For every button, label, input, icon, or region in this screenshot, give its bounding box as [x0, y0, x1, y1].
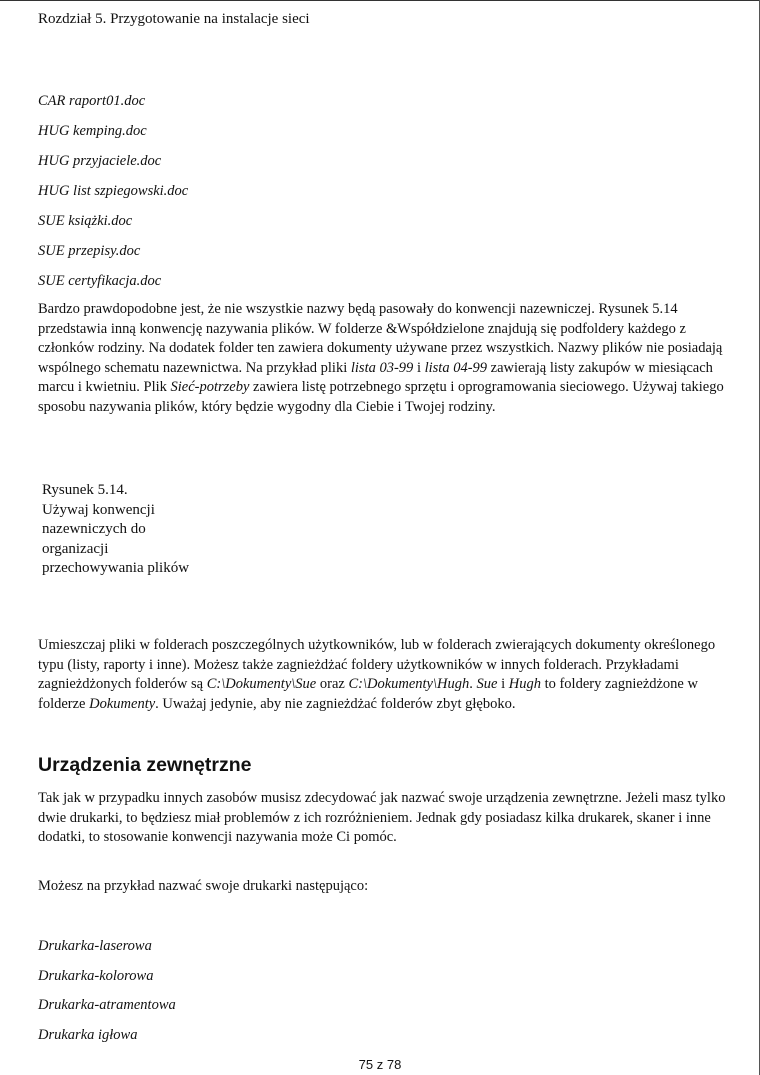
printer-example-intro: Możesz na przykład nazwać swoje drukarki następująco: — [38, 878, 369, 894]
page-top-border — [0, 0, 760, 1]
list-item: HUG kemping.doc — [38, 123, 147, 139]
list-item: Drukarka-kolorowa — [38, 967, 154, 984]
list-item: SUE książki.doc — [38, 213, 133, 229]
list-item: HUG przyjaciele.doc — [38, 153, 162, 169]
page-number: 75 z 78 — [358, 1057, 402, 1072]
devices-paragraph: Tak jak w przypadku innych zasobów musisz zdecydować jak nazwać swoje urządzenia zewnętrzne. Jeżeli masz tylko dwie drukarki, to będziesz miał problemów z ich rozróżnieniem. Jednak gdy posiadasz kilka drukarek, skaner i inne dodatki, to stosowanie konwencji nazywania może Ci pomóc. — [38, 790, 726, 845]
figure-caption-number: Rysunek 5.14. — [42, 482, 128, 498]
chapter-header: Rozdział 5. Przygotowanie na instalacje sieci — [38, 11, 310, 27]
list-item: Drukarka igłowa — [38, 1026, 138, 1043]
list-item: SUE przepisy.doc — [38, 243, 141, 259]
naming-convention-paragraph: Bardzo prawdopodobne jest, że nie wszystkie nazwy będą pasowały do konwencji nazewniczej. Rysunek 5.14 przedstawia inną konwencję nazywania plików. W folderze &Współdzielone znajdują się podfoldery każdego z członków rodziny. Na dodatek folder ten zawiera dokumenty używane przez wszystkich. Nazwy plików nie posiadają wspólnego schematu nazewnictwa. Na przykład pliki lista 03-99 i lista 04-99 zawierają listy zakupów w miesiącach marcu i kwietniu. Plik Sieć-potrzeby zawiera listę potrzebnego sprzętu i oprogramowania sieciowego. Używaj takiego sposobu nazywania plików, który będzie wygodny dla Ciebie i Twojej rodziny. — [38, 301, 724, 415]
printer-name-list — [38, 936, 176, 1054]
file-name-list — [38, 91, 188, 301]
list-item: HUG list szpiegowski.doc — [38, 183, 189, 199]
list-item: Drukarka-laserowa — [38, 938, 152, 954]
list-item: SUE certyfikacja.doc — [38, 273, 162, 289]
section-heading: Urządzenia zewnętrzne — [38, 754, 252, 776]
figure-caption — [42, 481, 192, 579]
list-item: Drukarka-atramentowa — [38, 997, 176, 1013]
figure-caption-text: Używaj konwencji nazewniczych do organizacji przechowywania plików — [42, 501, 190, 576]
nested-folders-paragraph: Umieszczaj pliki w folderach poszczególnych użytkowników, lub w folderach zwierających dokumenty określonego typu (listy, raporty i inne). Możesz także zagnieżdżać foldery użytkowników w innych folderach. Przykładami zagnieżdżonych folderów są C:\Dokumenty\Sue oraz C:\Dokumenty\Hugh. Sue i Hugh to foldery zagnieżdżone w folderze Dokumenty. Uważaj jedynie, aby nie zagnieżdżać folderów zbyt głęboko. — [38, 637, 716, 712]
list-item: CAR raport01.doc — [38, 93, 146, 109]
